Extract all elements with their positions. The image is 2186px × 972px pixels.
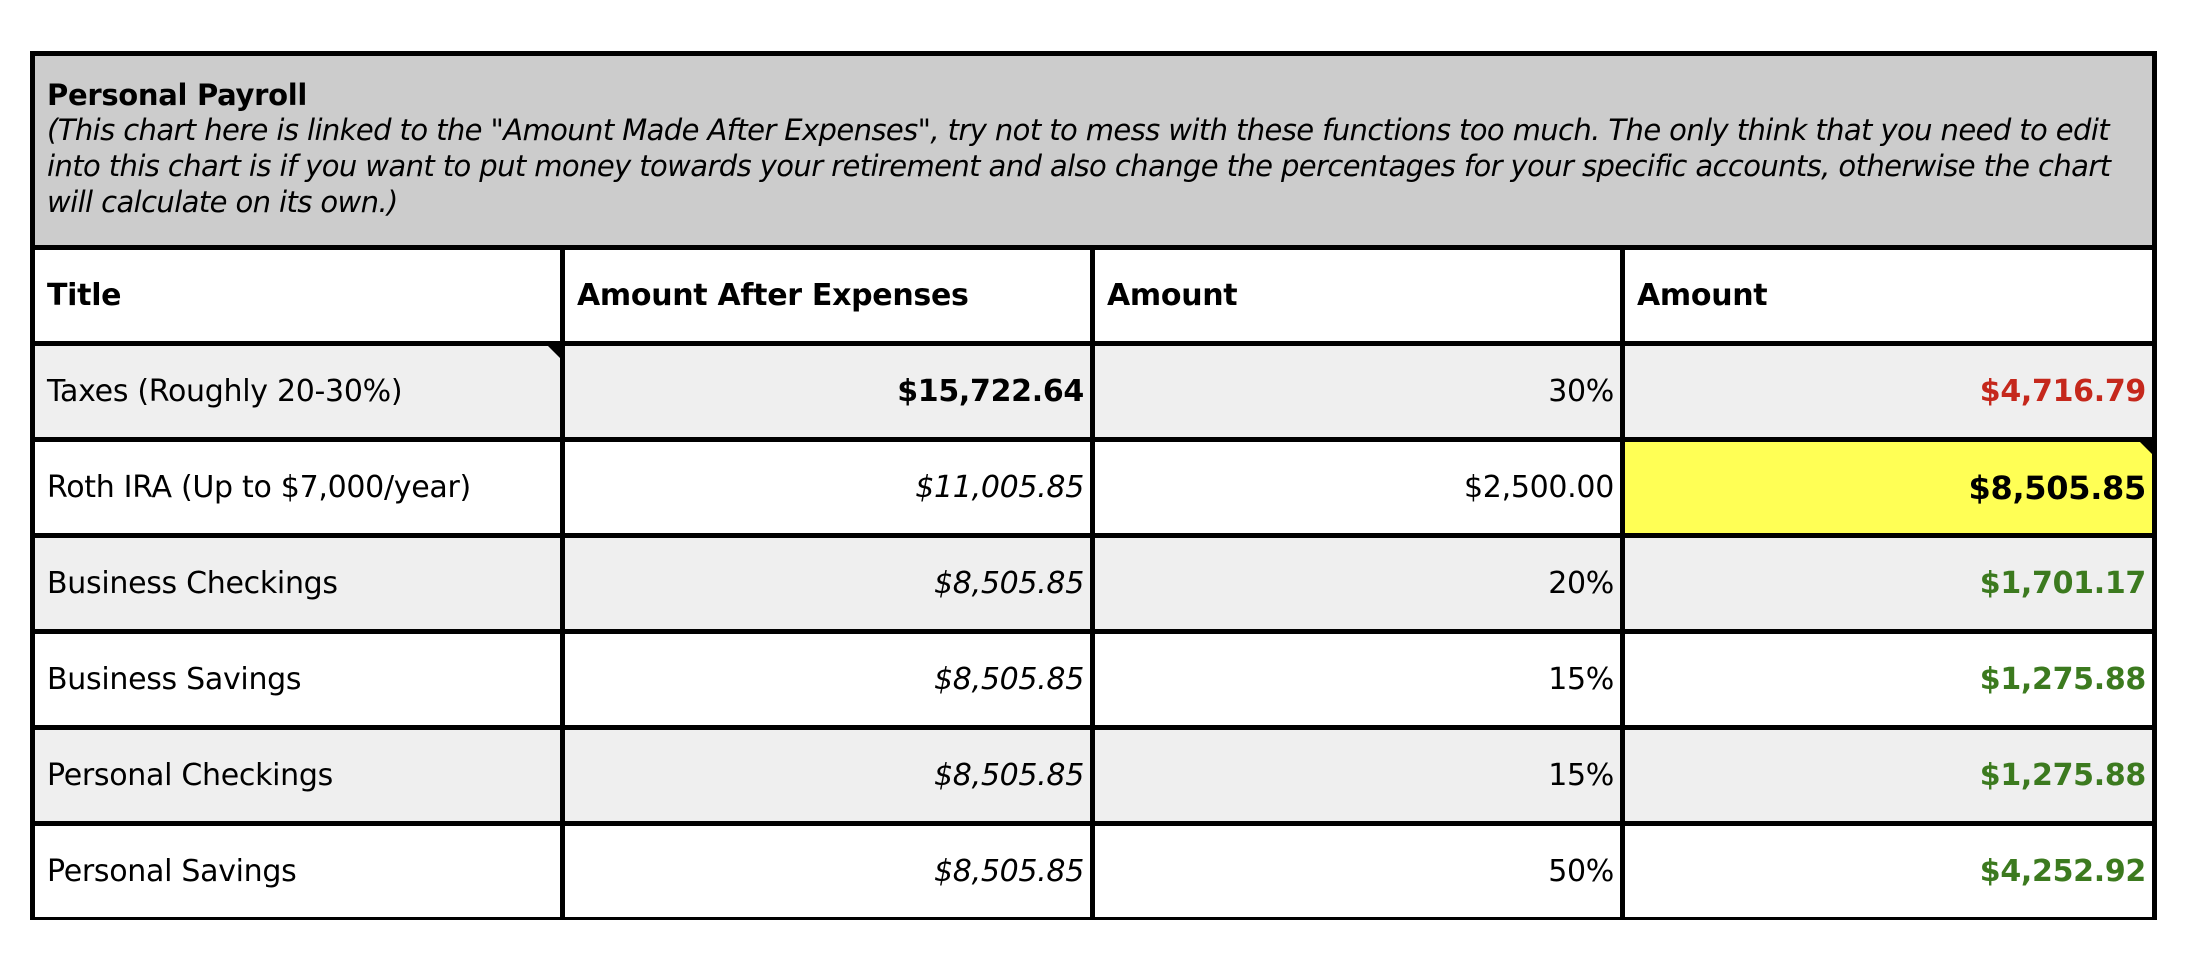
rate-cell[interactable]: 30% xyxy=(1095,346,1625,437)
after-expenses-cell[interactable]: $15,722.64 xyxy=(565,346,1095,437)
row-title-cell[interactable]: Personal Savings xyxy=(35,826,565,917)
table-row xyxy=(35,826,2152,917)
row-title-cell[interactable] xyxy=(35,442,565,533)
row-title-cell[interactable]: Personal Checkings xyxy=(35,730,565,821)
table-row xyxy=(35,442,2152,538)
sheet-note: (This chart here is linked to the "Amount Made After Expenses", try not to mess with these functions too much. The only think that you need to edit into this chart is if you want to put money towards your retirement and also change the percentages for your specific accounts, otherwise the chart will calculate on its own.) xyxy=(47,113,2111,219)
cell-note-indicator[interactable] xyxy=(548,346,560,358)
after-expenses-cell[interactable]: $11,005.85 xyxy=(565,442,1095,533)
sheet-title: Personal Payroll xyxy=(47,78,308,112)
payroll-table xyxy=(35,250,2152,917)
table-row xyxy=(35,346,2152,442)
after-expenses-cell[interactable]: $8,505.85 xyxy=(565,538,1095,629)
amount-cell-highlighted[interactable] xyxy=(1625,442,2152,533)
after-expenses-cell[interactable]: $8,505.85 xyxy=(565,730,1095,821)
cell-note-indicator[interactable] xyxy=(2140,442,2152,454)
amount-cell[interactable]: $1,275.88 xyxy=(1979,758,2146,793)
sheet-header[interactable] xyxy=(35,56,2152,250)
row-title-cell[interactable] xyxy=(35,346,565,437)
rate-cell[interactable]: 50% xyxy=(1095,826,1625,917)
after-expenses-cell[interactable]: $8,505.85 xyxy=(565,634,1095,725)
rate-cell[interactable]: 20% xyxy=(1095,538,1625,629)
table-row xyxy=(35,538,2152,634)
row-title: Taxes (Roughly 20-30%) xyxy=(47,374,403,409)
amount-cell[interactable]: $4,252.92 xyxy=(1979,854,2146,889)
column-header-amount[interactable]: Amount xyxy=(1637,278,1768,313)
after-expenses-cell[interactable]: $8,505.85 xyxy=(565,826,1095,917)
column-header-title[interactable]: Title xyxy=(35,250,565,341)
row-title-cell[interactable]: Business Checkings xyxy=(35,538,565,629)
column-header-amount-rate[interactable]: Amount xyxy=(1095,250,1625,341)
column-header-amount-after-expenses[interactable]: Amount After Expenses xyxy=(565,250,1095,341)
rate-cell[interactable]: 15% xyxy=(1095,634,1625,725)
payroll-sheet xyxy=(30,51,2157,920)
amount-cell[interactable]: $4,716.79 xyxy=(1979,374,2146,409)
rate-cell[interactable]: 15% xyxy=(1095,730,1625,821)
row-title-cell[interactable]: Business Savings xyxy=(35,634,565,725)
rate-cell[interactable]: $2,500.00 xyxy=(1095,442,1625,533)
row-title: Roth IRA (Up to $7,000/year) xyxy=(47,470,471,505)
amount-value: $8,505.85 xyxy=(1968,468,2146,507)
table-header-row xyxy=(35,250,2152,346)
amount-cell[interactable]: $1,275.88 xyxy=(1979,662,2146,697)
table-row xyxy=(35,634,2152,730)
table-row xyxy=(35,730,2152,826)
amount-cell[interactable]: $1,701.17 xyxy=(1979,566,2146,601)
